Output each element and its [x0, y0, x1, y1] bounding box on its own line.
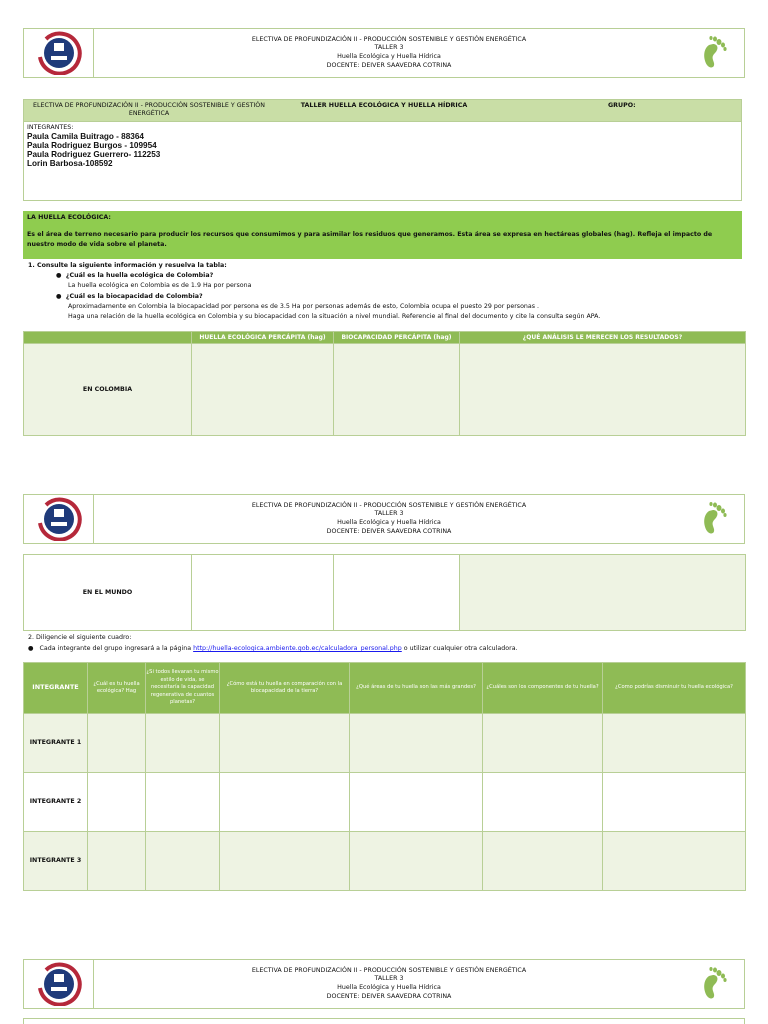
- member-name: Lorin Barbosa-108592: [27, 159, 113, 169]
- q1-bullet-2: ● ¿Cuál es la biocapacidad de Colombia?: [56, 292, 203, 300]
- definition-banner: [23, 211, 742, 259]
- header-topic: Huella Ecológica y Huella Hídrica: [337, 519, 441, 526]
- row-integrante-1: INTEGRANTE 1: [24, 714, 88, 773]
- header-teacher: DOCENTE: DEIVER SAAVEDRA COTRINA: [326, 527, 452, 535]
- table1-header: HUELLA ECOLÓGICA PERCÁPITA (hag): [192, 332, 334, 344]
- integrantes-label: INTEGRANTES:: [27, 124, 74, 131]
- page-header: [23, 959, 745, 1009]
- table-edge-continuation: [23, 1018, 745, 1024]
- cell-input[interactable]: [146, 832, 220, 891]
- page-header: [23, 28, 745, 78]
- table2-header: ¿Como podrías disminuir tu huella ecológica?: [603, 663, 746, 714]
- cell-input[interactable]: [350, 832, 483, 891]
- cell-input[interactable]: [88, 832, 146, 891]
- table1-header: BIOCAPACIDAD PERCÁPITA (hag): [334, 332, 460, 344]
- footprint-icon: [684, 495, 744, 543]
- row-colombia: EN COLOMBIA: [24, 344, 192, 436]
- q1-heading: 1. Consulte la siguiente información y resuelva la tabla:: [28, 262, 227, 269]
- header-topic: Huella Ecológica y Huella Hídrica: [337, 984, 441, 991]
- header-topic: Huella Ecológica y Huella Hídrica: [337, 53, 441, 60]
- university-logo: [24, 495, 94, 543]
- cell-input[interactable]: [483, 773, 603, 832]
- footprint-table-continued: [23, 554, 746, 631]
- cell-input[interactable]: [146, 714, 220, 773]
- q1-answer-1: La huella ecológica en Colombia es de 1.9 Ha por persona: [68, 282, 252, 290]
- row-mundo: EN EL MUNDO: [24, 555, 192, 631]
- header-course: ELECTIVA DE PROFUNDIZACIÓN II - PRODUCCIÓN SOSTENIBLE Y GESTIÓN ENERGÉTICA: [251, 35, 527, 43]
- page-header: [23, 494, 745, 544]
- cell-input[interactable]: [350, 773, 483, 832]
- table-row: [24, 714, 746, 773]
- cell-input[interactable]: [603, 773, 746, 832]
- cell-input[interactable]: [192, 555, 334, 631]
- member-name: Paula Rodriguez Burgos - 109954: [27, 141, 157, 151]
- footprint-table: [23, 331, 746, 436]
- cell-input[interactable]: [460, 344, 746, 436]
- cell-input[interactable]: [460, 555, 746, 631]
- cell-input[interactable]: [603, 832, 746, 891]
- group-course: ELECTIVA DE PROFUNDIZACIÓN II - PRODUCCIÓN SOSTENIBLE Y GESTIÓN ENERGÉTICA: [33, 102, 265, 117]
- header-taller: TALLER 3: [374, 510, 404, 518]
- cell-input[interactable]: [334, 344, 460, 436]
- group-label: GRUPO:: [608, 102, 636, 109]
- question-2: [28, 632, 738, 654]
- group-taller: TALLER HUELLA ECOLÓGICA Y HUELLA HÍDRICA: [300, 102, 468, 109]
- cell-input[interactable]: [220, 773, 350, 832]
- q1-bullet-1: ● ¿Cuál es la huella ecológica de Colombia?: [56, 272, 214, 280]
- cell-input[interactable]: [220, 714, 350, 773]
- footprint-icon: [684, 960, 744, 1008]
- row-integrante-2: INTEGRANTE 2: [24, 773, 88, 832]
- university-logo: [24, 29, 94, 77]
- table2-header: ¿Si todos llevaran tu mismo estilo de vida, se necesitaría la capacidad regenerativa de cuantos planetas?: [146, 663, 220, 714]
- definition-body: Es el área de terreno necesario para producir los recursos que consumimos y para asimilar los residuos que generamos. Esta área se expresa en hectáreas globales (hag). Refleja el impacto de nuestro modo de vida sobre el planeta.: [27, 231, 713, 249]
- header-teacher: DOCENTE: DEIVER SAAVEDRA COTRINA: [326, 992, 452, 1000]
- table2-header: ¿Cuáles son los componentes de tu huella?: [483, 663, 603, 714]
- table2-header: INTEGRANTE: [24, 663, 88, 714]
- cell-input[interactable]: [146, 773, 220, 832]
- table-row: [24, 773, 746, 832]
- cell-input[interactable]: [192, 344, 334, 436]
- table2-header: ¿Cómo está tu huella en comparación con la biocapacidad de la tierra?: [220, 663, 350, 714]
- cell-input[interactable]: [350, 714, 483, 773]
- cell-input[interactable]: [483, 714, 603, 773]
- table1-header: ¿QUÉ ANÁLISIS LE MERECEN LOS RESULTADOS?: [460, 332, 746, 344]
- table2-header: ¿Cuál es tu huella ecológica? Hag: [88, 663, 146, 714]
- q1-answer-2: Aproximadamente en Colombia la biocapacidad por persona es de 3.5 Ha por personas además de esto, Colombia ocupa el puesto 29 por personas .: [68, 302, 540, 310]
- calculator-link[interactable]: http://huella-ecologica.ambiente.gob.ec/calculadora_personal.php: [193, 645, 402, 652]
- member-name: Paula Camila Buitrago - 88364: [27, 132, 144, 142]
- cell-input[interactable]: [88, 773, 146, 832]
- integrantes-table: [23, 662, 746, 891]
- question-1: [28, 261, 738, 322]
- q2-bullet: ● Cada integrante del grupo ingresará a la página http://huella-ecologica.ambiente.gob.ec/calculadora_personal.php o utilizar cualquier otra calculadora.: [28, 645, 518, 652]
- member-name: Paula Rodriguez Guerrero- 112253: [27, 150, 161, 160]
- cell-input[interactable]: [334, 555, 460, 631]
- university-logo: [24, 960, 94, 1008]
- header-course: ELECTIVA DE PROFUNDIZACIÓN II - PRODUCCIÓN SOSTENIBLE Y GESTIÓN ENERGÉTICA: [251, 501, 527, 509]
- table-row: [24, 344, 746, 436]
- table-row: [24, 555, 746, 631]
- table1-header: [24, 332, 192, 344]
- header-taller: TALLER 3: [374, 44, 404, 52]
- q1-answer-3: Haga una relación de la huella ecológica en Colombia y su biocapacidad con la situación a nivel mundial. Referencie al final del documento y cite la consulta según APA.: [68, 313, 601, 321]
- q2-heading: 2. Diligencie el siguiente cuadro:: [28, 634, 132, 641]
- group-table: [23, 99, 742, 201]
- header-course: ELECTIVA DE PROFUNDIZACIÓN II - PRODUCCIÓN SOSTENIBLE Y GESTIÓN ENERGÉTICA: [251, 966, 527, 974]
- definition-title: LA HUELLA ECOLÓGICA:: [27, 214, 111, 221]
- footprint-icon: [684, 29, 744, 77]
- cell-input[interactable]: [483, 832, 603, 891]
- header-taller: TALLER 3: [374, 975, 404, 983]
- header-teacher: DOCENTE: DEIVER SAAVEDRA COTRINA: [326, 61, 452, 69]
- cell-input[interactable]: [603, 714, 746, 773]
- cell-input[interactable]: [88, 714, 146, 773]
- row-integrante-3: INTEGRANTE 3: [24, 832, 88, 891]
- table2-header: ¿Qué áreas de tu huella son las más grandes?: [350, 663, 483, 714]
- cell-input[interactable]: [220, 832, 350, 891]
- table-row: [24, 832, 746, 891]
